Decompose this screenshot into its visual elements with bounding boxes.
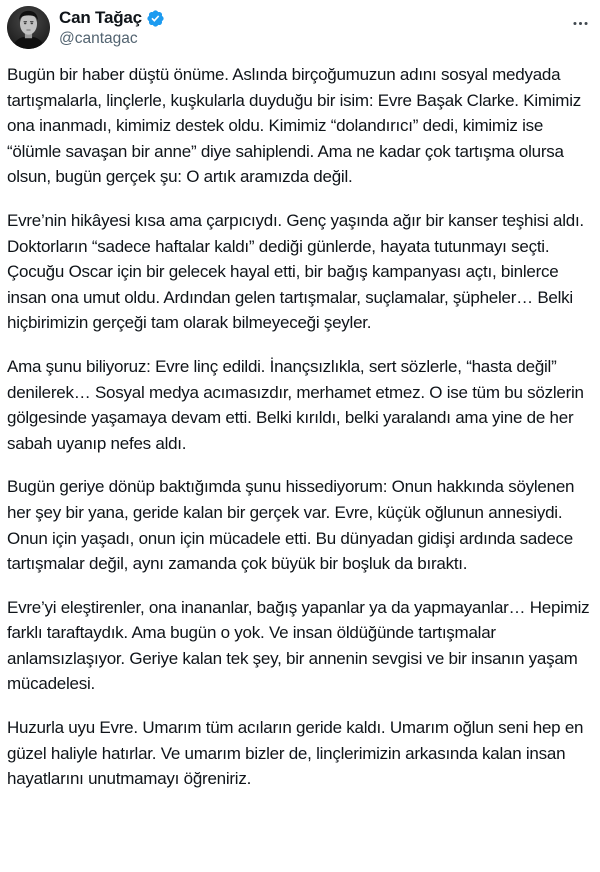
avatar[interactable] xyxy=(7,6,50,49)
author-name-row xyxy=(59,8,165,28)
avatar-photo xyxy=(7,6,50,49)
tweet-header xyxy=(7,6,592,49)
ellipsis-icon xyxy=(571,14,590,33)
more-options-button[interactable] xyxy=(569,10,592,37)
tweet-paragraph: Evre’nin hikâyesi kısa ama çarpıcıydı. Genç yaşında ağır bir kanser teşhisi aldı. Doktorların “sadece haftalar kaldı” dediği günlerde, hayata tutunmayı seçti. Çocuğu Oscar için bir gelecek hayal etti, bir bağış kampanyası açtı, binlerce insan ona umut oldu. Ardından gelen tartışmalar, suçlamalar, şüpheler… Belki hiçbirimizin gerçeği tam olarak bilmeyeceği şeyler. xyxy=(7,210,584,333)
tweet-paragraph: Bugün geriye dönüp baktığımda şunu hissediyorum: Onun hakkında söylenen her şey bir yana, geride kalan bir gerçek var. Evre, küçük oğlunun annesiydi. Onun için yaşadı, onun için mücadele etti. Bu dünyadan gidişi ardında sadece tartışmalar değil, aynı zamanda çok büyük bir boşluk da bıraktı. xyxy=(7,477,575,574)
tweet-paragraph: Bugün bir haber düştü önüme. Aslında birçoğumuzun adını sosyal medyada tartışmalarla, linçlerle, kuşkularla duyduğu bir isim: Evre Başak Clarke. Kimimiz ona inanmadı, kimimiz destek oldu. Kimimiz “dolandırıcı” dedi, kimimiz ise “ölümle savaşan bir anne” diye sahiplendi. Ama ne kadar çok tartışma olursa olsun, bugün gerçek şu: O artık aramızda değil. xyxy=(7,65,581,187)
verified-badge-icon xyxy=(146,9,165,28)
author-block xyxy=(59,6,165,48)
author-handle[interactable]: @cantagac xyxy=(59,30,138,47)
tweet-paragraph: Ama şunu biliyoruz: Evre linç edildi. İnançsızlıkla, sert sözlerle, “hasta değil” denilerek… Sosyal medya acımasızdır, merhamet etmez. O ise tüm bu sözlerin gölgesinde yaşamaya devam etti. Belki kırıldı, belki yaralandı ama yine de her sabah uyanıp nefes aldı. xyxy=(7,356,584,453)
tweet-paragraph: Huzurla uyu Evre. Umarım tüm acıların geride kaldı. Umarım oğlun seni hep en güzel haliyle hatırlar. Ve umarım bizler de, linçlerimizin arkasında kalan insan hayatlarını unutmamayı öğreniriz. xyxy=(7,718,584,789)
tweet-text xyxy=(7,62,592,792)
tweet-paragraph: Evre’yi eleştirenler, ona inananlar, bağış yapanlar ya da yapmayanlar… Hepimiz farklı taraftaydık. Ama bugün o yok. Ve insan öldüğünde tartışmalar anlamsızlaşıyor. Geriye kalan tek şey, bir annenin sevgisi ve bir insanın yaşam mücadelesi. xyxy=(7,597,590,694)
author-display-name[interactable]: Can Tağaç xyxy=(59,8,142,27)
